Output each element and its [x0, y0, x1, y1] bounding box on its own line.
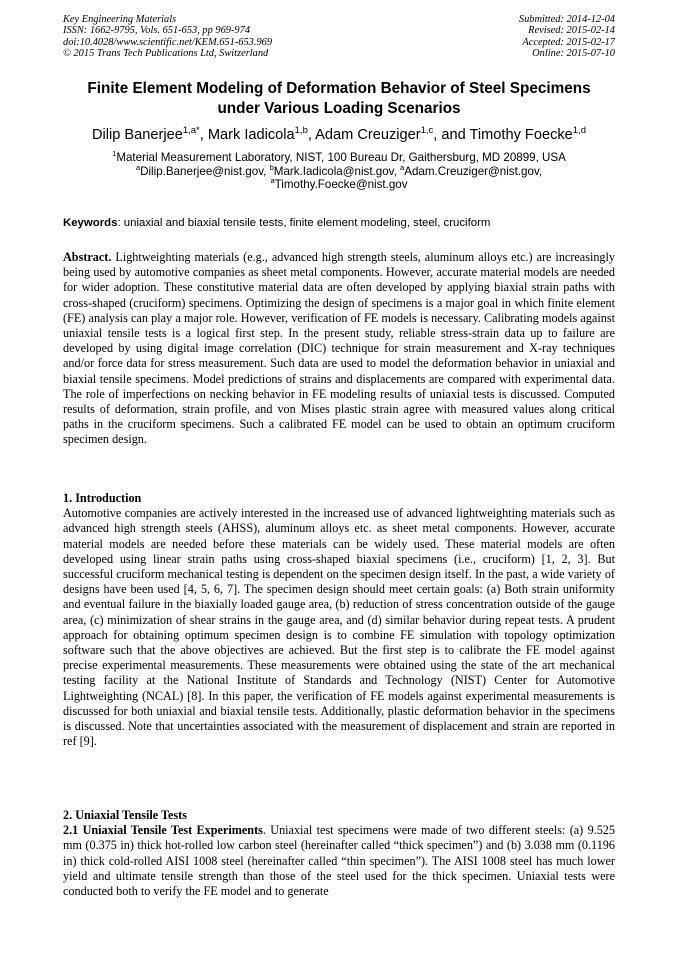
section-introduction [63, 491, 615, 749]
author-separator: , [307, 127, 316, 143]
author-separator: , and [433, 127, 470, 143]
date-revised: Revised: 2015-02-14 [528, 25, 615, 37]
journal-copyright: © 2015 Trans Tech Publications Ltd, Switzerland [63, 48, 269, 60]
email-superscript: a [135, 162, 141, 172]
author-list [20, 125, 658, 145]
keywords [63, 216, 615, 230]
date-submitted: Submitted: 2014-12-04 [518, 14, 615, 25]
author-name: Timothy Foecke [469, 127, 573, 143]
journal-doi: doi:10.4028/www.scientific.net/KEM.651-653.969 [63, 36, 273, 48]
abstract-paragraph [63, 250, 615, 448]
journal-header-right [519, 14, 615, 60]
author-superscript: 1,c [420, 125, 434, 137]
affiliation-line [20, 151, 658, 165]
author-name: Adam Creuziger [315, 127, 421, 143]
journal-issn: ISSN: 1662-9795, Vols. 651-653, pp 969-974 [63, 25, 251, 37]
section-heading: 2. Uniaxial Tensile Tests [63, 808, 187, 822]
email-a: Dilip.Banerjee@nist.gov, [140, 164, 270, 178]
email-line [20, 162, 658, 179]
subsection-heading: 2.1 Uniaxial Tensile Test Experiments [63, 823, 263, 838]
keywords-label: Keywords [63, 217, 118, 229]
paper-title [40, 79, 638, 119]
section-paragraph [63, 823, 615, 899]
abstract [63, 250, 615, 448]
author-name: Dilip Banerjee [92, 127, 183, 143]
email-superscript: b [269, 162, 274, 172]
date-accepted: Accepted: 2015-02-17 [522, 36, 615, 48]
section-uniaxial-tests [63, 808, 615, 899]
author-superscript: 1,b [294, 125, 308, 137]
abstract-label: Abstract. [63, 250, 112, 264]
abstract-text: Lightweighting materials (e.g., advanced high strength steels, aluminum alloys etc.) are increasingly being used by automotive companies as sheet metal components. However, accurate material models are needed for wider adoption. These constitutive material data are often developed by applying biaxial strain paths with cross-shaped (cruciform) specimens. Optimizing the design of specimens is a major goal in which finite element (FE) analysis can play a major role. However, verification of FE models is necessary. Calibrating models against uniaxial tensile tests is a logical first step. In the present study, reliable stress-strain data up to failure are developed by using digital image correlation (DIC) technique for strain measurement and X-ray techniques and/or force data for stress measurement. Such data are used to model the deformation behavior in uniaxial and biaxial tensile specimens. Model predictions of strains and displacements are compared with experimental data. The role of imperfections on necking behavior in FE modeling results of uniaxial tests is discussed. Computed results of deformation, strain profile, and von Mises plastic strain agree with measured values along critical paths in the cruciform specimens. Such a calibrated FE model can be used to obtain an optimum cruciform specimen design. [63, 250, 615, 447]
affiliation-text: Material Measurement Laboratory, NIST, 100 Bureau Dr, Gaithersburg, MD 20899, USA [116, 151, 566, 164]
affiliation-superscript: 1 [112, 149, 117, 159]
email-superscript: a [400, 162, 405, 172]
paper-title-line-2: under Various Loading Scenarios [217, 100, 461, 117]
email-c: Adam.Creuziger@nist.gov, [404, 164, 543, 178]
journal-name: Key Engineering Materials [63, 14, 177, 25]
date-online: Online: 2015-07-10 [532, 48, 615, 60]
keywords-text: : uniaxial and biaxial tensile tests, finite element modeling, steel, cruciform [117, 217, 491, 229]
affiliation-block [20, 151, 658, 192]
email-d: Timothy.Foecke@nist.gov [274, 178, 408, 192]
section-paragraph: Automotive companies are actively interested in the increased use of advanced lightweighting materials such as advanced high strength steels (AHSS), aluminum alloys etc. as sheet metal components. However, accurate material models are needed before these materials can be widely used. These material models are often developed using linear strain paths using cross-shaped biaxial specimens (i.e., cruciform) [1, 2, 3]. But successful cruciform mechanical testing is dependent on the specimen design itself. In the past, a wide variety of designs have been used [4, 5, 6, 7]. The specimen design should meet certain goals: (a) Both strain uniformity and eventual failure in the biaxially loaded gauge area, (b) reduction of stress concentration outside of the gauge area, (c) minimization of shear strains in the gauge area, and (d) similar behavior during repeat tests. A prudent approach for obtaining optimum specimen design is to combine FE simulation with topology optimization software such that the above objectives are achieved. But the first step is to calibrate the FE model against precise experimental measurements. These measurements were obtained using the state of the art mechanical testing facility at the National Institute of Standards and Technology (NIST) Center for Automotive Lightweighting (NCAL) [8]. In this paper, the verification of FE models against experimental measurements is discussed for both uniaxial and biaxial tensile tests. Additionally, plastic deformation behavior in the specimens is discussed. Note that uncertainties associated with the measurement of displacement and strain are reported in ref [9]. [63, 506, 615, 749]
email-superscript: a [270, 176, 275, 186]
paper-title-line-1: Finite Element Modeling of Deformation Behavior of Steel Specimens [87, 80, 591, 97]
section-heading: 1. Introduction [63, 491, 142, 505]
author-separator: , [199, 127, 208, 143]
email-b: Mark.Iadicola@nist.gov, [273, 164, 401, 178]
email-line [20, 178, 658, 192]
author-superscript: 1,d [572, 125, 586, 137]
author-superscript: 1,a* [182, 125, 200, 137]
journal-header-left [63, 14, 272, 60]
subsection-text: . Uniaxial test specimens were made of two different steels: (a) 9.525 mm (0.375 in) thick hot-rolled low carbon steel (hereinafter called “thick specimen”) and (b) 3.038 mm (0.1196 in) thick cold-rolled AISI 1008 steel (hereinafter called “thin specimen”). The AISI 1008 steel has much lower yield and ultimate tensile strength than those of the steel used for the thick specimen. Uniaxial tests were conducted both to verify the FE model and to generate [63, 823, 615, 899]
author-name: Mark Iadicola [207, 127, 295, 143]
